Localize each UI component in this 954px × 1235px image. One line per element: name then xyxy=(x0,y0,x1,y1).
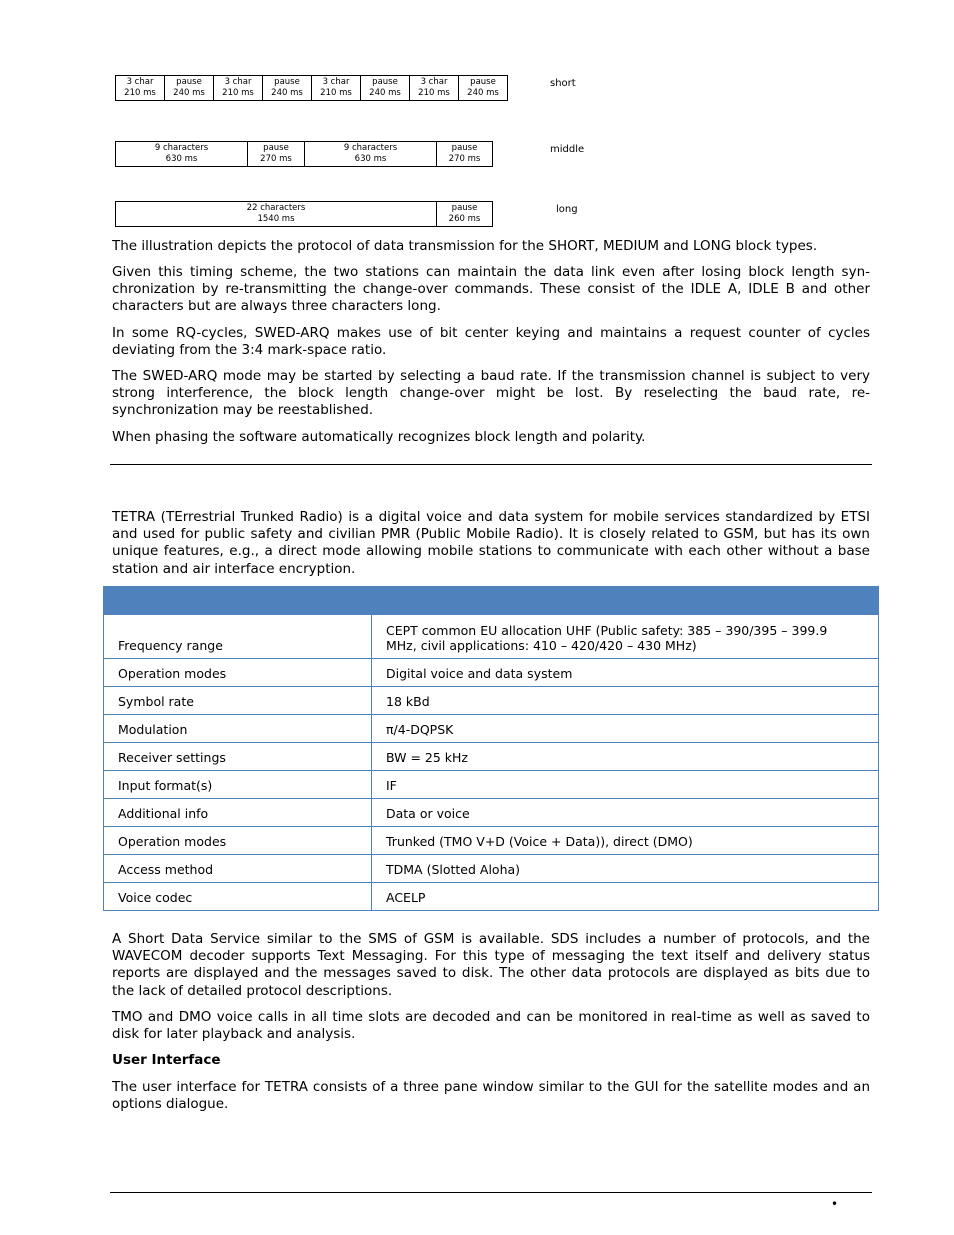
paragraph-illustration: The illustration depicts the protocol of data transmission for the SHORT, MEDIUM and LONG block types. xyxy=(112,238,818,254)
paragraph-voice-calls: TMO and DMO voice calls in all time slots are decoded and can be monitored in real-time as well as saved to disk for later playback and analysis. xyxy=(112,1009,870,1043)
diagram-cell: 9 characters 630 ms xyxy=(305,142,437,166)
table-header-cell xyxy=(104,587,372,615)
diagram-cell: pause 270 ms xyxy=(248,142,305,166)
diagram-cell: pause 240 ms xyxy=(467,77,499,98)
section-divider xyxy=(110,464,872,465)
diagram-cell: pause 240 ms xyxy=(361,76,410,100)
param-cell: Operation modes xyxy=(104,659,372,687)
diagram-label-long: long xyxy=(556,204,578,215)
diagram-label-middle: middle xyxy=(550,144,585,155)
diagram-cell: 3 char 210 ms xyxy=(312,76,361,100)
tetra-spec-table xyxy=(103,586,879,911)
paragraph-rq-cycles: In some RQ-cycles, SWED-ARQ makes use of bit center keying and maintains a request counter of cycles deviating from the 3:4 mark-space ratio. xyxy=(112,325,870,359)
table-row xyxy=(104,771,879,799)
diagram-short xyxy=(115,75,508,101)
table-row xyxy=(104,743,879,771)
value-cell: IF xyxy=(372,771,879,799)
heading-user-interface: User Interface xyxy=(112,1052,221,1068)
paragraph-user-interface: The user interface for TETRA consists of a three pane window similar to the GUI for the satellite modes and an options dialogue. xyxy=(112,1079,870,1113)
param-cell: Additional info xyxy=(104,799,372,827)
param-cell: Voice codec xyxy=(104,883,372,911)
value-cell: ACELP xyxy=(372,883,879,911)
table-row xyxy=(104,883,879,911)
diagram-long xyxy=(115,201,493,227)
diagram-cell: pause 260 ms xyxy=(448,203,481,224)
diagram-cell: pause 270 ms xyxy=(448,143,481,164)
diagram-cell: pause 240 ms xyxy=(165,76,214,100)
diagram-cell: 3 char 210 ms xyxy=(116,76,165,100)
value-cell: CEPT common EU allocation UHF (Public safety: 385 – 390/395 – 399.9 MHz, civil applications: 410 – 420/420 – 430 MHz) xyxy=(372,615,879,659)
table-header-row xyxy=(104,587,879,615)
param-cell: Symbol rate xyxy=(104,687,372,715)
table-row xyxy=(104,827,879,855)
value-cell: Data or voice xyxy=(372,799,879,827)
diagram-cell: pause 240 ms xyxy=(263,76,312,100)
paragraph-phasing: When phasing the software automatically recognizes block length and polarity. xyxy=(112,429,646,445)
value-cell: π/4-DQPSK xyxy=(372,715,879,743)
diagram-cell: 3 char 210 ms xyxy=(214,76,263,100)
diagram-cell: 22 characters 1540 ms xyxy=(116,202,437,226)
table-row xyxy=(104,855,879,883)
param-cell: Input format(s) xyxy=(104,771,372,799)
diagram-label-short: short xyxy=(550,78,576,89)
diagram-middle xyxy=(115,141,493,167)
paragraph-tetra-intro: TETRA (TErrestrial Trunked Radio) is a digital voice and data system for mobile services standardized by ETSI and used for public safety and civilian PMR (Public Mobile Radio). It is closely related to GSM, but has its own unique features, e.g., a direct mode allowing mobile stations to communicate with each other without a base station and air interface encryption. xyxy=(112,509,870,577)
diagram-cell: 3 char 210 ms xyxy=(410,76,459,100)
value-cell: Digital voice and data system xyxy=(372,659,879,687)
footer-divider xyxy=(110,1192,872,1193)
table-row xyxy=(104,687,879,715)
param-cell: Operation modes xyxy=(104,827,372,855)
footer-bullet: • xyxy=(831,1197,839,1211)
param-cell: Frequency range xyxy=(104,615,372,659)
table-row xyxy=(104,715,879,743)
param-cell: Modulation xyxy=(104,715,372,743)
table-row xyxy=(104,799,879,827)
paragraph-sds: A Short Data Service similar to the SMS of GSM is available. SDS includes a number of protocols, and the WAVECOM decoder supports Text Messaging. For this type of messaging the text itself and delivery status reports are displayed and the messages saved to disk. The other data protocols are displayed as bits due to the lack of detailed protocol descriptions. xyxy=(112,931,870,999)
param-cell: Receiver settings xyxy=(104,743,372,771)
param-cell: Access method xyxy=(104,855,372,883)
diagram-cell: 9 characters 630 ms xyxy=(116,142,248,166)
table-header-cell xyxy=(372,587,879,615)
value-cell: TDMA (Slotted Aloha) xyxy=(372,855,879,883)
table-row xyxy=(104,659,879,687)
value-cell: BW = 25 kHz xyxy=(372,743,879,771)
value-cell: 18 kBd xyxy=(372,687,879,715)
table-row xyxy=(104,615,879,659)
paragraph-timing-scheme: Given this timing scheme, the two stations can maintain the data link even after losing block length syn-chronization by re-transmitting the change-over commands. These consist of the IDLE A, IDLE B and other characters but are always three characters long. xyxy=(112,264,870,315)
value-cell: Trunked (TMO V+D (Voice + Data)), direct (DMO) xyxy=(372,827,879,855)
paragraph-baud-rate: The SWED-ARQ mode may be started by selecting a baud rate. If the transmission channel is subject to very strong interference, the block length change-over might be lost. By reselecting the baud rate, re-synchronization may be reestablished. xyxy=(112,368,870,419)
